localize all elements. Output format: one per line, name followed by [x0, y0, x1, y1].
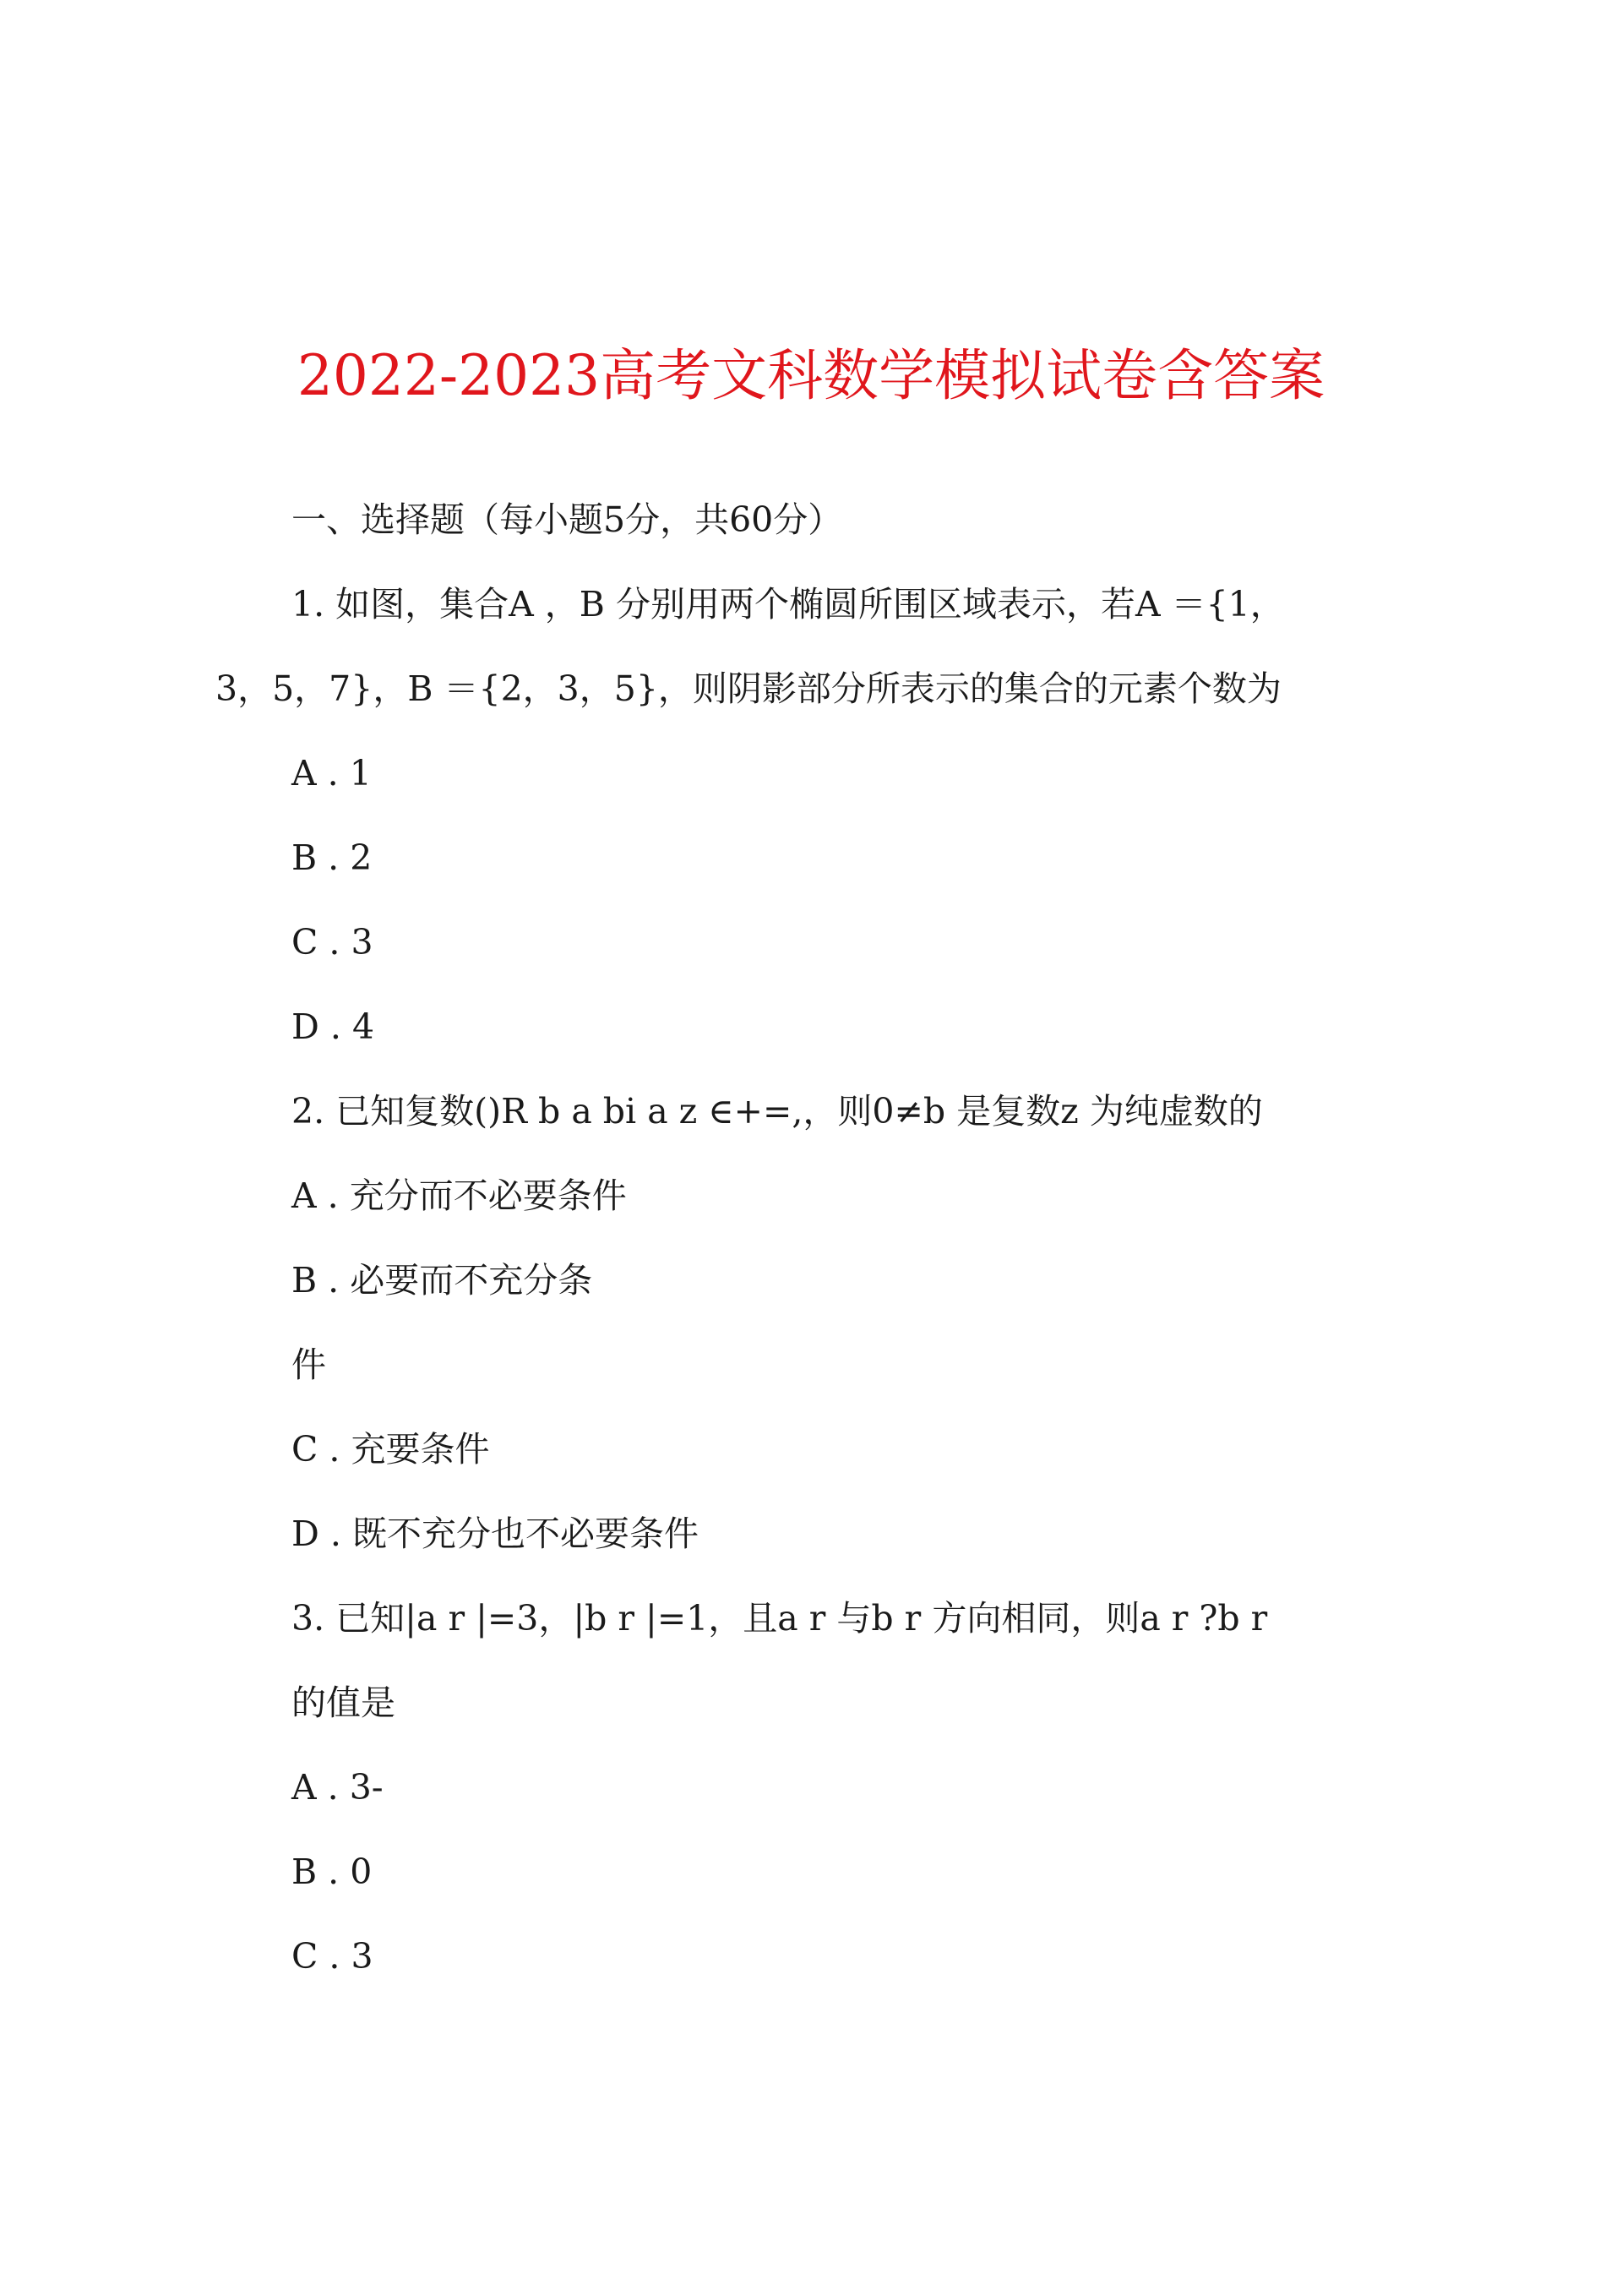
- question-1-text: 1. 如图，集合A ，B 分别用两个椭圆所围区域表示，若A ＝{1，: [291, 584, 1285, 624]
- question-2-text: 2. 已知复数()R b a bi a z ∈+=,，则0≠b 是复数z 为纯虚数的: [291, 1091, 1263, 1132]
- question-3-option-a: A . 3-: [291, 1767, 384, 1808]
- question-1-option-d: D . 4: [291, 1006, 375, 1047]
- question-2-option-d: D . 既不充分也不必要条件: [291, 1513, 699, 1554]
- section-heading: 一、选择题（每小题5分，共60分）: [291, 499, 843, 540]
- document-title: 2022-2023高考文科数学模拟试卷含答案: [297, 343, 1325, 408]
- question-1-option-c: C . 3: [291, 922, 373, 963]
- question-1-option-b: B . 2: [291, 837, 373, 878]
- question-2-option-c: C . 充要条件: [291, 1429, 490, 1470]
- question-2-option-b-continued: 件: [291, 1344, 326, 1385]
- question-3-text-continued: 的值是: [291, 1682, 395, 1723]
- question-3-option-c: C . 3: [291, 1936, 373, 1977]
- question-3-option-b: B . 0: [291, 1852, 373, 1892]
- question-2-option-a: A . 充分而不必要条件: [291, 1175, 627, 1216]
- question-2-option-b: B . 必要而不充分条: [291, 1260, 593, 1301]
- question-3-text: 3. 已知|a r |=3，|b r |=1，且a r 与b r 方向相同，则a r ?b r: [291, 1598, 1268, 1639]
- question-1-option-a: A . 1: [291, 753, 372, 794]
- question-1-text-continued: 3，5，7}，B ＝{2，3，5}，则阴影部分所表示的集合的元素个数为: [215, 668, 1282, 709]
